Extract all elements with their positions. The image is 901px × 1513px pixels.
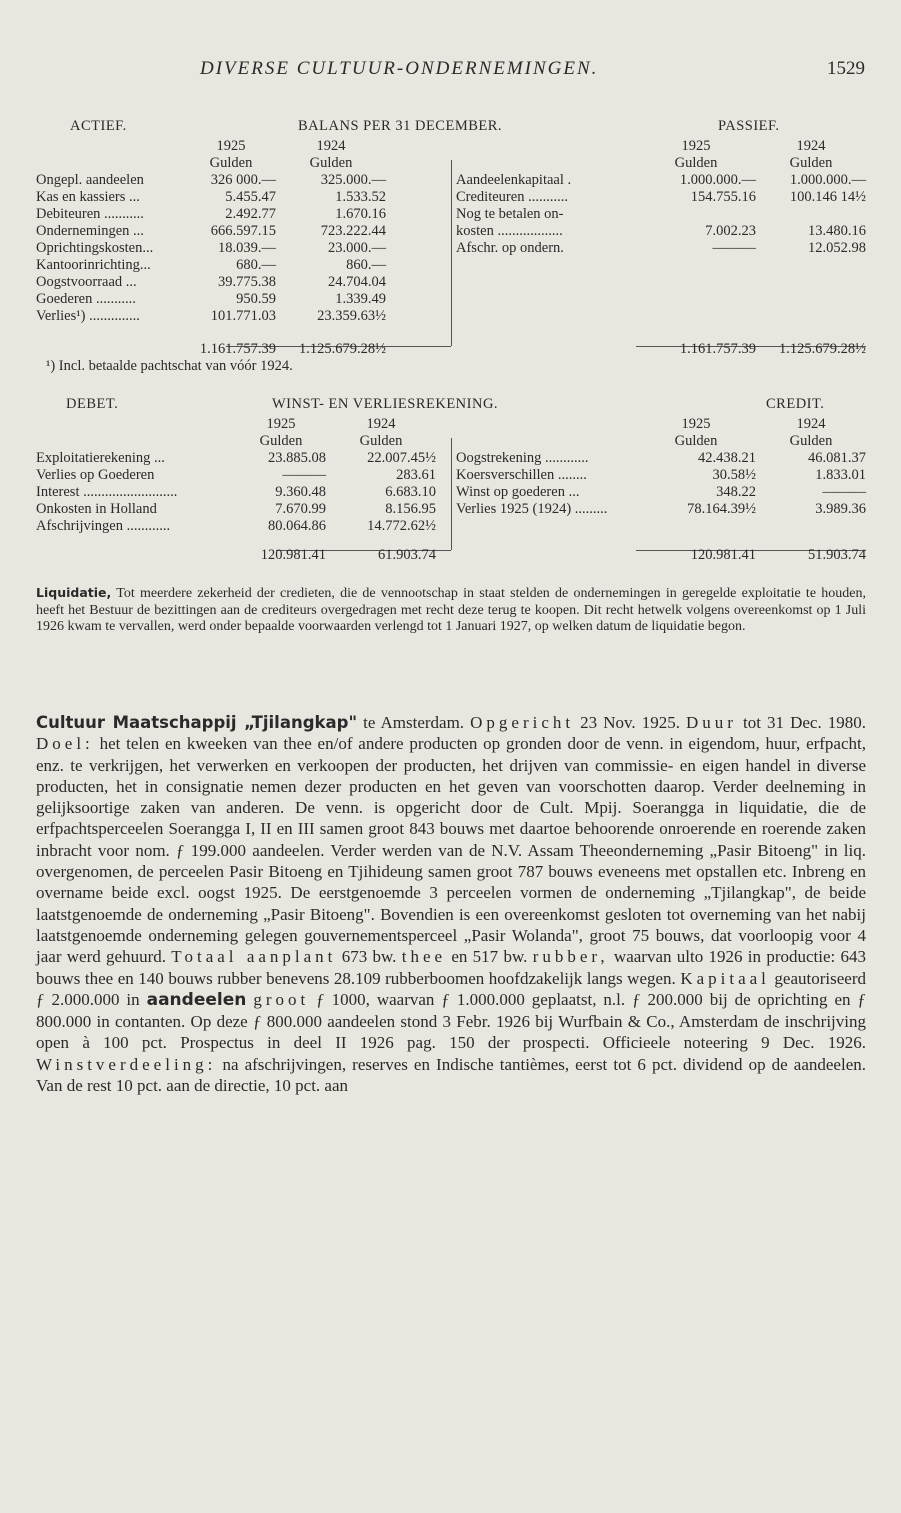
balance-totals-row: [36, 341, 866, 358]
doel-text: het telen en kweeken van thee en/of andere producten op gronden door de venn. in eigendom, huur, erfpacht, enz. te verkrijgen, het verwerken en verkoopen der producten, het drijven van commissie- en eigen handel in diverse producten, het in consignatie nemen dezer producten en het geven van voorschotten daarop. Verder deelneming in gelijksoortige zaken van anderen. De venn. is opgericht door de Cult. Mpij. Soerangga in liquidatie, die de erfpachtsperceelen Soerangga I, II en III samen groot 843 bouws met daartoe behoorende onroerende en roerende zaken inbracht voor nom. ƒ 199.000 aandeelen. Verder werden van de N.V. Assam Theeonderneming „Pasir Bitoeng" in liq. overgenomen, de perceelen Pasir Bitoeng en Tjihideung samen groot 787 bouws eveneens met opstallen etc. Inbreng en overname beide excl. oogst 1925. De eerstgenoemde 3 perceelen vormen de onderneming „Tjilangkap", de beide laatstgenoemde de onderneming „Pasir Bitoeng". Bovendien is een overeenkomst gesloten tot overneming van het nabij laatstgenoemde onderneming gelegen gouvernementsperceel „Pasir Wolanda", groot 75 bouws, dat voorloopig voor 4 jaar werd gehuurd.: [36, 734, 866, 967]
row-label: Afschr. op ondern.: [456, 240, 564, 256]
value-1924: 1.000.000.—: [789, 172, 866, 188]
unit-label: Gulden: [789, 155, 833, 171]
value-1924: 8.156.95: [385, 501, 436, 517]
value-1924: 283.61: [396, 467, 436, 483]
company-location: te Amsterdam.: [363, 713, 465, 732]
row-label: Winst op goederen ...: [456, 484, 580, 500]
unit-label: Gulden: [309, 155, 353, 171]
value-1924: 1.833.01: [815, 467, 866, 483]
company-description: [36, 712, 866, 1096]
balance-heading: [36, 118, 866, 138]
running-title: DIVERSE CULTUUR-ONDERNEMINGEN.: [200, 58, 599, 79]
pl-totals-row: [36, 547, 866, 564]
balance-year-row: [36, 138, 866, 155]
row-label: Verlies¹) ..............: [36, 308, 140, 324]
value-1924: 3.989.36: [815, 501, 866, 517]
rubber-label: rubber,: [532, 947, 609, 967]
value-1925: 80.064.86: [268, 518, 326, 534]
row-label: kosten ..................: [456, 223, 563, 239]
year-1925: 1925: [681, 416, 711, 432]
value-1925: 680.—: [236, 257, 276, 273]
totaal-text-2: en 517 bw.: [451, 947, 528, 967]
value-1924: 24.704.04: [328, 274, 386, 290]
balance-left-head: ACTIEF.: [70, 118, 127, 134]
value-1925: ———: [712, 240, 756, 256]
value-1924: 100.146 14½: [789, 189, 866, 205]
value-1925: 326 000.—: [210, 172, 276, 188]
value-1924: 1.339.49: [335, 291, 386, 307]
page-number: 1529: [827, 58, 865, 79]
value-1924: 23.000.—: [328, 240, 386, 256]
row-label: Oprichtingskosten...: [36, 240, 154, 256]
value-1925: 18.039.—: [218, 240, 276, 256]
value-1924: 46.081.37: [808, 450, 866, 466]
year-1924: 1924: [316, 138, 346, 154]
doel-label: Doel:: [36, 734, 94, 754]
pl-grid: [36, 416, 866, 535]
row-label: Kas en kassiers ...: [36, 189, 140, 205]
profit-loss-account: [36, 396, 866, 564]
balance-footnote: ¹) Incl. betaalde pachtschat van vóór 1924.: [46, 358, 293, 374]
row-label: Verlies 1925 (1924) .........: [456, 501, 608, 517]
total-1925: 120.981.41: [260, 547, 326, 563]
year-1925: 1925: [681, 138, 711, 154]
total-1924: 51.903.74: [808, 547, 866, 563]
aandeelen-label: aandeelen: [146, 989, 247, 1010]
running-header: [0, 58, 901, 88]
column-divider: [451, 438, 452, 550]
value-1924: 723.222.44: [320, 223, 386, 239]
value-1924: 860.—: [346, 257, 386, 273]
value-1925: 666.597.15: [210, 223, 276, 239]
value-1925: 5.455.47: [225, 189, 276, 205]
kapitaal-text-1: geautoriseerd ƒ 2.000.000 in: [36, 968, 866, 1009]
row-label: Afschrijvingen ............: [36, 518, 171, 534]
balance-grid: [36, 138, 866, 325]
value-1925: 39.775.38: [218, 274, 276, 290]
company-name: Cultuur Maatschappij „Tjilangkap": [36, 713, 358, 732]
balance-sheet: [36, 118, 866, 375]
kapitaal-text-2: ƒ 1000, waarvan ƒ 1.000.000 geplaatst, n.l. ƒ 200.000 bij de oprichting en ƒ 800.000 in contanten. Op deze ƒ 800.000 aandeelen stond 3 Febr. 1926 bij Wurfbain & Co., Amsterdam de inschrijving open à 100 pct. Prospectus in deel II 1926 pag. 150 der prospecti. Officieele noteering 9 Dec. 1926.: [36, 989, 867, 1053]
groot-label: groot: [253, 989, 310, 1009]
row-label: Onkosten in Holland: [36, 501, 157, 517]
value-1924: 23.359.63½: [317, 308, 386, 324]
value-1924: 14.772.62½: [367, 518, 436, 534]
year-1925: 1925: [266, 416, 296, 432]
row-label: Crediteuren ...........: [456, 189, 568, 205]
year-1924: 1924: [796, 416, 826, 432]
row-label: Koersverschillen ........: [456, 467, 587, 483]
pl-left-head: DEBET.: [66, 396, 119, 412]
winstverdeeling-label: Winstverdeeling:: [36, 1054, 217, 1074]
row-label: Verlies op Goederen: [36, 467, 155, 483]
opgericht-label: Opgericht: [470, 713, 575, 732]
pl-heading: [36, 396, 866, 416]
duur-label: Duur: [686, 713, 737, 732]
opgericht-value: 23 Nov. 1925.: [580, 713, 680, 732]
year-1924: 1924: [366, 416, 396, 432]
liquidation-text: Tot meerdere zekerheid der credieten, die de vennootschap in staat stelden de ondernemingen in geregelde exploitatie te houden, heeft het Bestuur de bezittingen aan de crediteurs overgedragen met recht deze terug te koopen. Dit recht hetwelk volgens overeenkomst op 1 Juli 1926 kwam te vervallen, werd onder bepaalde voorwaarden verlengd tot 1 Januari 1927, op welken datum de liquidatie begon.: [36, 586, 866, 634]
thee-label: thee: [401, 947, 447, 967]
total-1924: 1.125.679.28½: [779, 341, 866, 357]
value-1924: 12.052.98: [808, 240, 866, 256]
row-label: Kantoorinrichting...: [36, 257, 151, 273]
value-1925: 42.438.21: [698, 450, 756, 466]
unit-label: Gulden: [789, 433, 833, 449]
value-1925: 154.755.16: [690, 189, 756, 205]
balance-right-head: PASSIEF.: [718, 118, 780, 134]
column-divider: [451, 160, 452, 346]
row-label: Goederen ...........: [36, 291, 136, 307]
unit-label: Gulden: [209, 155, 253, 171]
liquidation-paragraph: [36, 585, 866, 636]
value-1925: 30.58½: [712, 467, 756, 483]
totaal-text-3: waarvan ulto 1926 in productie: 643 bouws thee en 140 bouws rubber benevens 28.109 rubberboomen hoofdzakelijk langs wegen.: [36, 947, 867, 988]
pl-center-head: WINST- EN VERLIESREKENING.: [272, 396, 499, 412]
year-1925: 1925: [216, 138, 246, 154]
total-1924: 61.903.74: [378, 547, 436, 563]
unit-label: Gulden: [359, 433, 403, 449]
value-1925: 7.002.23: [705, 223, 756, 239]
row-label: Oogstrekening ............: [456, 450, 589, 466]
pl-year-row: [36, 416, 866, 433]
value-1924: 13.480.16: [808, 223, 866, 239]
value-1925: 2.492.77: [225, 206, 276, 222]
value-1924: 1.533.52: [335, 189, 386, 205]
total-1925: 120.981.41: [690, 547, 756, 563]
row-label: Oogstvoorraad ...: [36, 274, 137, 290]
total-1925: 1.161.757.39: [679, 341, 756, 357]
value-1924: ———: [822, 484, 866, 500]
value-1924: 6.683.10: [385, 484, 436, 500]
row-label: Aandeelenkapitaal .: [456, 172, 572, 188]
unit-label: Gulden: [259, 433, 303, 449]
unit-label: Gulden: [674, 155, 718, 171]
value-1924: 325.000.—: [320, 172, 386, 188]
value-1924: 1.670.16: [335, 206, 386, 222]
duur-value: tot 31 Dec. 1980.: [743, 713, 867, 732]
balance-footnote-row: [36, 358, 866, 375]
pl-right-head: CREDIT.: [766, 396, 825, 412]
unit-label: Gulden: [674, 433, 718, 449]
value-1925: 348.22: [716, 484, 756, 500]
value-1925: 7.670.99: [275, 501, 326, 517]
value-1925: 9.360.48: [275, 484, 326, 500]
row-label: Interest ..........................: [36, 484, 178, 500]
liquidation-lead: Liquidatie,: [36, 585, 112, 600]
total-1925: 1.161.757.39: [199, 341, 276, 357]
row-label: Exploitatierekening ...: [36, 450, 165, 466]
row-label: Ongepl. aandeelen: [36, 172, 144, 188]
row-label: Nog te betalen on-: [456, 206, 564, 222]
totaal-text-1: 673 bw.: [341, 947, 397, 967]
value-1925: 78.164.39½: [687, 501, 756, 517]
totaal-label: Totaal aanplant: [171, 947, 337, 967]
balance-center-head: BALANS PER 31 DECEMBER.: [298, 118, 503, 134]
value-1925: 950.59: [236, 291, 276, 307]
winstverdeeling-text: na afschrijvingen, reserves en Indische tantièmes, eerst tot 6 pct. dividend op de aandeelen. Van de rest 10 pct. aan de directie, 10 pct. aan: [36, 1054, 866, 1096]
value-1925: ———: [282, 467, 326, 483]
kapitaal-label: Kapitaal: [680, 968, 770, 988]
value-1925: 101.771.03: [210, 308, 276, 324]
total-1924: 1.125.679.28½: [299, 341, 386, 357]
year-1924: 1924: [796, 138, 826, 154]
row-label: Ondernemingen ...: [36, 223, 144, 239]
value-1925: 23.885.08: [268, 450, 326, 466]
value-1925: 1.000.000.—: [679, 172, 756, 188]
value-1924: 22.007.45½: [367, 450, 436, 466]
row-label: Debiteuren ...........: [36, 206, 144, 222]
